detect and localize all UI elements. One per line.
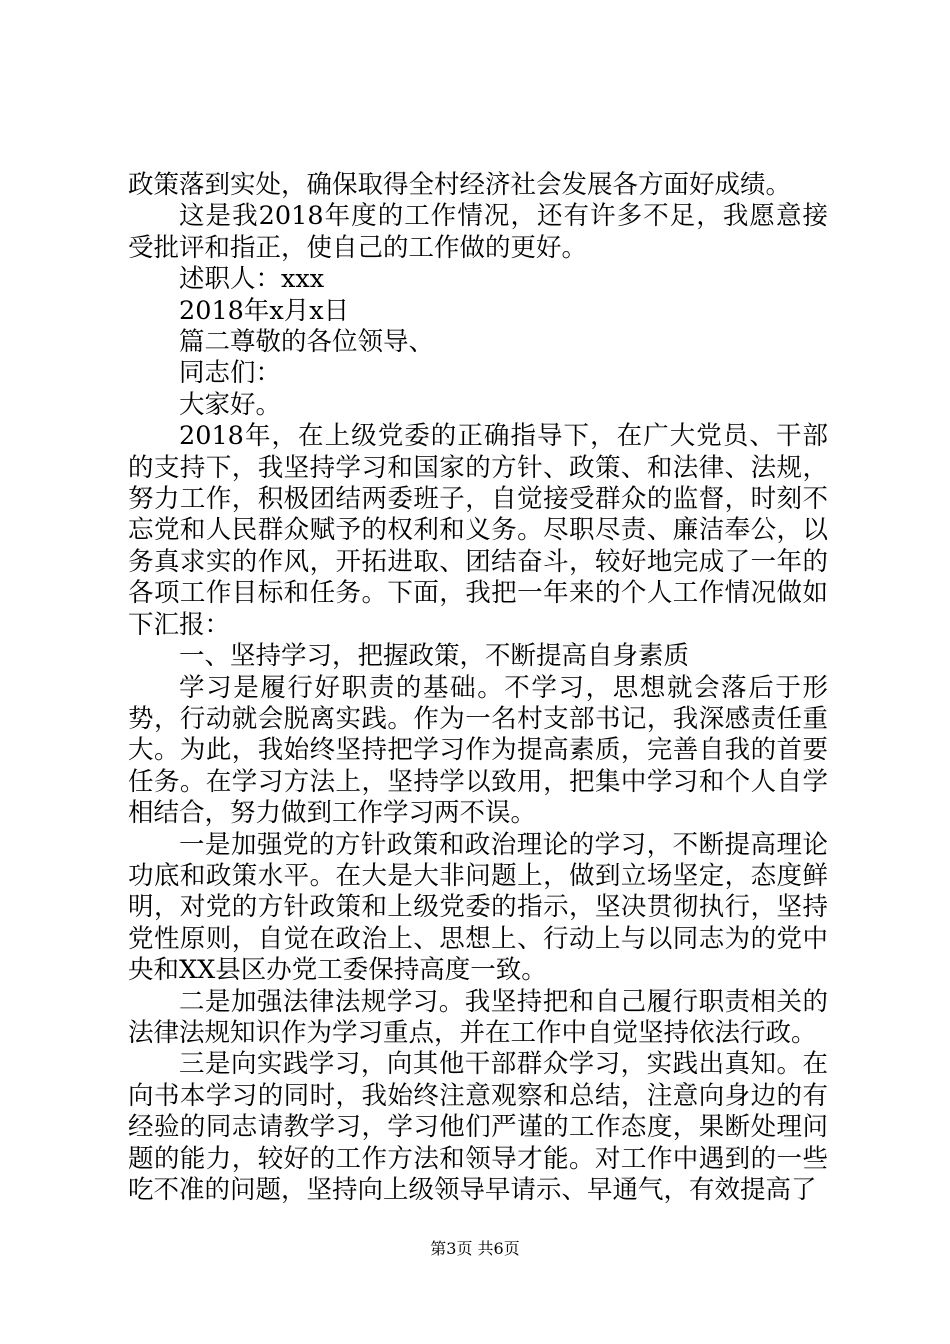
salutation: 同志们： bbox=[179, 358, 282, 389]
paragraph: 三是向实践学习，向其他干部群众学习，实践出真知。在向书本学习的同时，我始终注意观察和总结，注意向身边的有经验的同志请教学习，学习他们严谨的工作态度，果断处理问题的能力，较好的工作方法和领导才能。对工作中遇到的一些吃不准的问题，坚持向上级领导早请示、早通气，有效提高了 bbox=[128, 1049, 828, 1205]
paragraph: 这是我2018年度的工作情况，还有许多不足，我愿意接受批评和指正，使自己的工作做的更好。 bbox=[128, 201, 828, 263]
signature-line: 述职人：xxx bbox=[179, 264, 325, 295]
greeting: 大家好。 bbox=[179, 389, 282, 420]
page-number-footer: 第3页 共6页 bbox=[430, 1239, 520, 1258]
document-body bbox=[128, 170, 828, 1206]
paragraph: 政策落到实处，确保取得全村经济社会发展各方面好成绩。 bbox=[128, 170, 792, 200]
paragraph: 2018年，在上级党委的正确指导下，在广大党员、干部的支持下，我坚持学习和国家的方针、政策、和法律、法规，努力工作，积极团结两委班子，自觉接受群众的监督，时刻不忘党和人民群众赋予的权利和义务。尽职尽责、廉洁奉公，以务真求实的作风，开拓进取、团结奋斗，较好地完成了一年的各项工作目标和任务。下面，我把一年来的个人工作情况做如下汇报： bbox=[128, 421, 828, 640]
paragraph: 一是加强党的方针政策和政治理论的学习，不断提高理论功底和政策水平。在大是大非问题上，做到立场坚定，态度鲜明，对党的方针政策和上级党委的指示，坚决贯彻执行，坚持党性原则，自觉在政治上、思想上、行动上与以同志为的党中央和XX县区办党工委保持高度一致。 bbox=[128, 829, 828, 986]
section-heading: 篇二尊敬的各位领导、 bbox=[179, 327, 435, 358]
paragraph: 学习是履行好职责的基础。不学习，思想就会落后于形势，行动就会脱离实践。作为一名村支部书记，我深感责任重大。为此，我始终坚持把学习作为提高素质，完善自我的首要任务。在学习方法上，坚持学以致用，把集中学习和个人自学相结合，努力做到工作学习两不误。 bbox=[128, 672, 828, 829]
date-line: 2018年x月x日 bbox=[179, 295, 350, 326]
subheading: 一、坚持学习，把握政策，不断提高自身素质 bbox=[179, 641, 690, 672]
paragraph: 二是加强法律法规学习。我坚持把和自己履行职责相关的法律法规知识作为学习重点，并在工作中自觉坚持依法行政。 bbox=[128, 986, 828, 1048]
